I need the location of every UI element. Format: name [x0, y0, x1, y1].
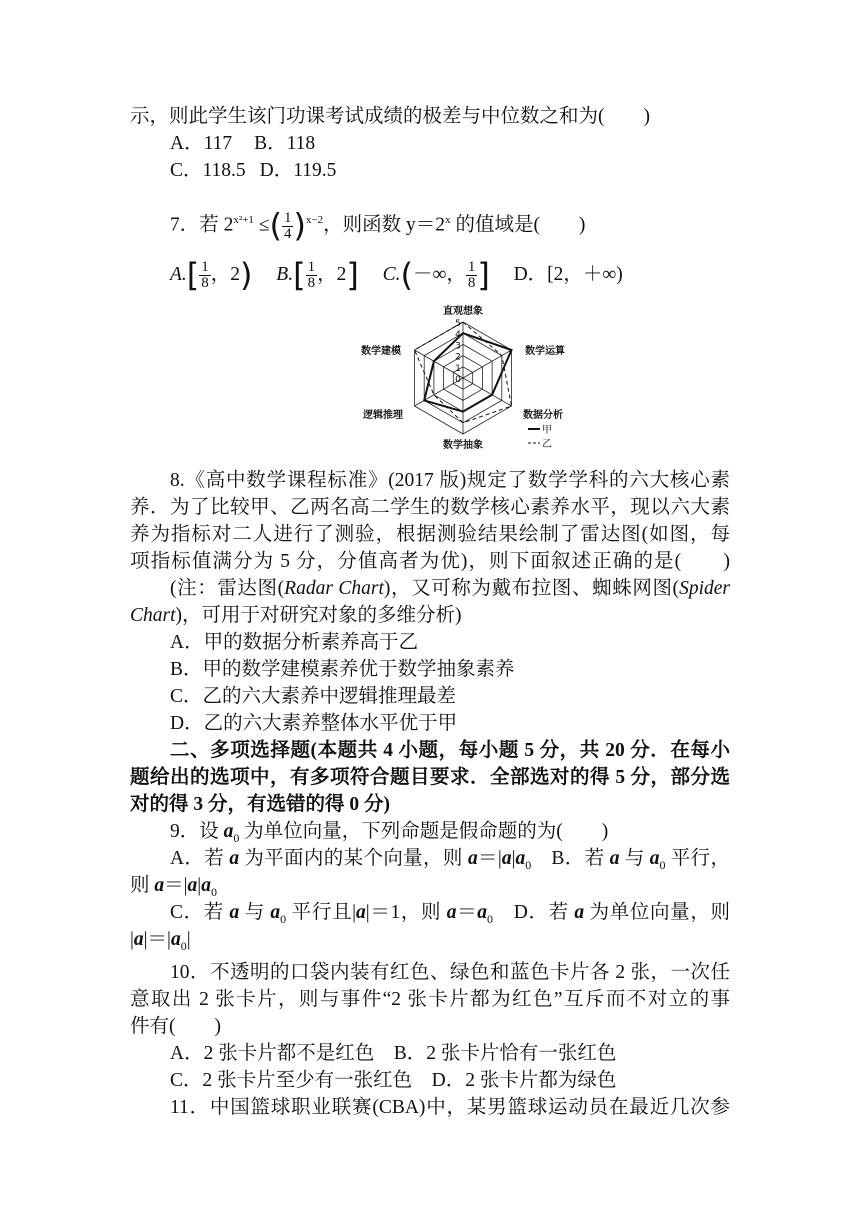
legend-label-jia: 甲 — [542, 425, 552, 436]
q7-exponent-1: x²+1 — [233, 214, 254, 226]
q8-option-b: B．甲的数学建模素养优于数学抽象素养 — [170, 659, 515, 680]
q6-stem-line: 示，则此学生该门功课考试成绩的极差与中位数之和为( ) — [130, 106, 650, 127]
q8-option-d: D．乙的六大素养整体水平优于甲 — [170, 713, 458, 734]
section2-heading-line-1: 二、多项选择题(本题共 4 小题，每小题 5 分，共 20 分．在每小 — [170, 740, 730, 761]
radar-spoke-2 — [463, 378, 511, 406]
section2-heading-line-2: 题给出的选项中，有多项符合题目要求．全部选对的得 5 分，部分选 — [130, 767, 730, 788]
q9-stem: 9．设 $a_0$ 为单位向量，下列命题是假命题的为( ) — [170, 821, 609, 845]
q6-options-cd — [170, 158, 336, 183]
q7-option-a: A.[ $\frac{1}{8}$ ，2) — [170, 256, 253, 294]
q6-options-ab — [170, 131, 315, 156]
q7-options — [170, 256, 623, 294]
radar-chart — [340, 296, 570, 456]
q6-option-a: A．117 — [170, 133, 233, 154]
q8-note-line-1: (注：雷达图(Radar Chart)，又可称为戴布拉图、蜘蛛网图(Spider — [170, 578, 730, 599]
q7-option-b: B.[ $\frac{1}{8}$ ，2] — [276, 256, 359, 294]
q8-option-a: A．甲的数据分析素养高于乙 — [170, 632, 419, 653]
radar-axis-label: 数据分析 — [523, 410, 563, 421]
radar-tick-label: 0 — [455, 375, 461, 385]
q10-options-cd: C．2 张卡片至少有一张红色 D．2 张卡片都为绿色 — [170, 1070, 617, 1091]
q8-stem-line-4: 项指标值满分为 5 分，分值高者为优)，则下面叙述正确的是( ) — [130, 551, 730, 572]
q7-stem: 7．若 $2^{x^2+1}$ ≤( $\frac{1}{4}$ )$^{x-2}$，则函数 $y=2^x$ 的值域是( ) — [170, 206, 586, 245]
radar-series-jia — [424, 333, 511, 411]
q7-base-fraction: $\frac{1}{4}$ — [283, 209, 292, 242]
q10-options-ab: A．2 张卡片都不是红色 B．2 张卡片恰有一张红色 — [170, 1043, 617, 1064]
q9-options-cd-line-1: C．若 a 与 $a_0$ 平行且|a|＝1，则 $a=a_0$ D．若 a 为单位向量，则 — [170, 902, 730, 926]
section2-heading-line-3: 对的得 3 分，有选错的得 0 分) — [130, 794, 390, 815]
radar-axis-label: 逻辑推理 — [363, 410, 403, 421]
q8-stem-line-1: 8.《高中数学课程标准》(2017 版)规定了数学学科的六大核心素 — [170, 470, 730, 491]
q7-exponent-2: x−2 — [305, 214, 324, 226]
radar-axis-label: 数学建模 — [361, 346, 401, 357]
q10-stem-line-2: 意取出 2 张卡片，则与事件“2 张卡片都为红色”互斥而不对立的事 — [130, 989, 730, 1010]
radar-spoke-1 — [463, 350, 511, 378]
q10-stem-line-1: 10．不透明的口袋内装有红色、绿色和蓝色卡片各 2 张，一次任 — [170, 962, 730, 983]
q7-option-c: C.(－∞， $\frac{1}{8}$ ] — [382, 256, 490, 294]
q9-options-ab-line-2: 则 $a=|a|a_0$ — [130, 875, 217, 899]
q6-option-d: D．119.5 — [259, 160, 337, 181]
q10-stem-line-3: 件有( ) — [130, 1016, 221, 1037]
radar-tick-label: 2 — [455, 352, 461, 363]
q8-note-line-2: Chart)，可用于对研究对象的多维分析) — [130, 605, 462, 626]
radar-tick-label: 5 — [455, 319, 461, 329]
q9-options-ab-line-1: A．若 a 为平面内的某个向量，则 $a=|a|a_0$ B．若 a 与 $a_0$ 平行， — [170, 848, 730, 872]
legend-label-yi: 乙 — [542, 439, 552, 450]
q6-option-b: B．118 — [254, 133, 316, 154]
q8-stem-line-2: 养．为了比较甲、乙两名高二学生的数学核心素养水平，现以六大素 — [130, 497, 730, 518]
q8-option-c: C．乙的六大素养中逻辑推理最差 — [170, 686, 457, 707]
radar-axis-label: 数学运算 — [525, 346, 565, 357]
radar-axis-label: 直观想象 — [443, 306, 483, 317]
radar-tick-label: 4 — [455, 330, 461, 341]
q9-options-cd-line-2: $|a|=|a_0|$ — [130, 929, 191, 953]
q7-option-d: D．[2，＋∞) — [513, 263, 623, 285]
q8-stem-line-3: 养为指标对二人进行了测验，根据测验结果绘制了雷达图(如图，每 — [130, 524, 730, 545]
q6-option-c: C．118.5 — [170, 160, 246, 181]
radar-tick-label: 1 — [455, 363, 461, 374]
radar-tick-label: 3 — [455, 341, 461, 352]
radar-axis-label: 数学抽象 — [443, 440, 483, 451]
q11-stem-line-1: 11．中国篮球职业联赛(CBA)中，某男篮球运动员在最近几次参 — [170, 1097, 730, 1118]
